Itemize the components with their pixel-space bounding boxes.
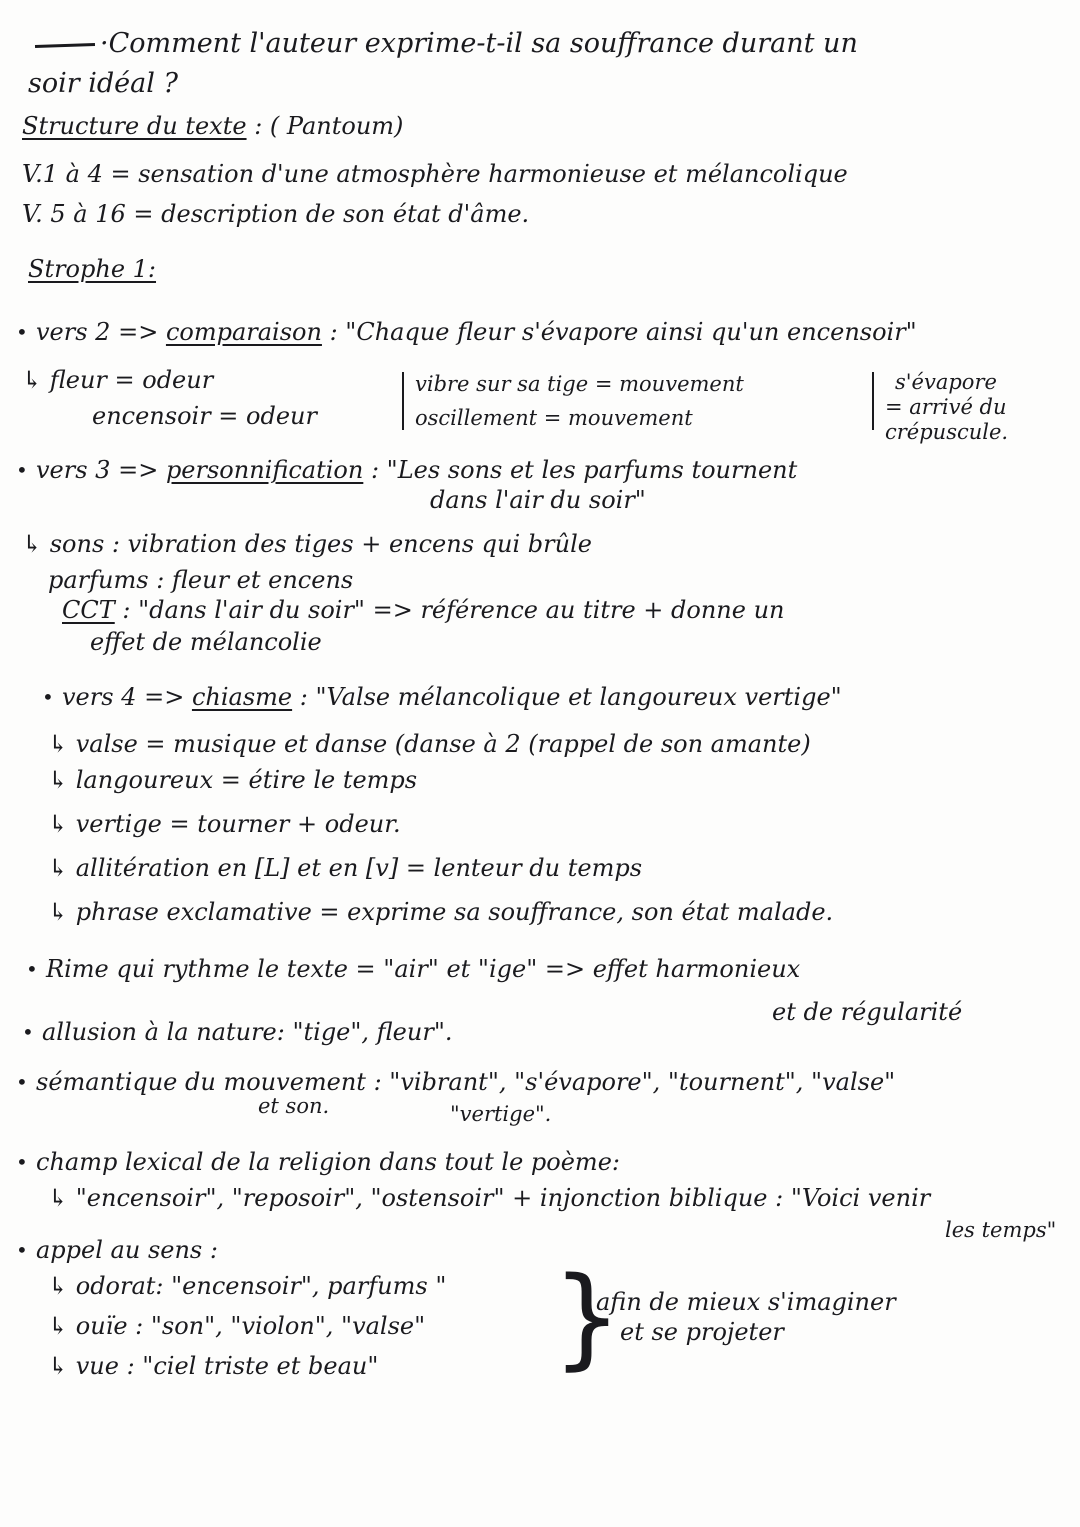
semantique-line-1: • sémantique du mouvement : "vibrant", "s'évapore", "tournent", "valse" xyxy=(36,1068,895,1096)
vers4-valse: ↳ valse = musique et danse (danse à 2 (rappel de son amante) xyxy=(48,730,811,758)
vers2-fleur: ↳ fleur = odeur xyxy=(22,366,214,394)
vers4-alliteration: ↳ allitération en [L] et en [v] = lenteur du temps xyxy=(48,854,643,882)
semantique-line-2a: et son. xyxy=(258,1094,330,1118)
vers2-evapore-3: crépuscule. xyxy=(885,420,1009,444)
vers3-quote-1: : "Les sons et les parfums tournent xyxy=(370,456,798,484)
rime-line-1: • Rime qui rythme le texte = "air" et "ige" => effet harmonieux xyxy=(46,955,800,983)
champ-line-1: • champ lexical de la religion dans tout le poème: xyxy=(36,1148,620,1176)
vers2-label: vers 2 => xyxy=(36,318,159,346)
vers3-cct-label: CCT xyxy=(62,596,115,624)
vers3-device: personnification xyxy=(165,456,364,484)
sens-odorat: ↳ odorat: "encensoir", parfums " xyxy=(48,1272,447,1300)
vers2-evapore-1: s'évapore xyxy=(895,370,997,394)
vers2-quote: : "Chaque fleur s'évapore ainsi qu'un encensoir" xyxy=(329,318,917,346)
vers2-encensoir: encensoir = odeur xyxy=(92,402,317,430)
structure-heading xyxy=(22,112,403,140)
structure-title: Structure du texte xyxy=(22,112,247,140)
semantique-line-2b: "vertige". xyxy=(450,1102,552,1126)
sens-vue: ↳ vue : "ciel triste et beau" xyxy=(48,1352,379,1380)
vers2-vibre-1: vibre sur sa tige = mouvement xyxy=(415,372,744,396)
vers4-device: chiasme xyxy=(191,683,293,711)
vers3-cct-line xyxy=(62,596,784,624)
vers3-sons: ↳ sons : vibration des tiges + encens qui brûle xyxy=(22,530,592,558)
vers2-vibre-2: oscillement = mouvement xyxy=(415,406,693,430)
question-line-2: soir idéal ? xyxy=(28,68,178,99)
vers3-parfums: parfums : fleur et encens xyxy=(48,566,354,594)
allusion-line: • allusion à la nature: "tige", fleur". xyxy=(42,1018,452,1046)
sens-afin-1: afin de mieux s'imaginer xyxy=(596,1288,896,1316)
sens-ouie: ↳ ouïe : "son", "violon", "valse" xyxy=(48,1312,426,1340)
vers4-langoureux: ↳ langoureux = étire le temps xyxy=(48,766,418,794)
vers2-evapore-2: = arrivé du xyxy=(885,395,1007,419)
rime-line-2: et de régularité xyxy=(772,998,963,1026)
structure-v1: V.1 à 4 = sensation d'une atmosphère harmonieuse et mélancolique xyxy=(22,160,848,188)
vers2-device: comparaison xyxy=(165,318,322,346)
dash-mark xyxy=(35,43,95,48)
divider-bar xyxy=(872,372,874,430)
vers3-quote-2: dans l'air du soir" xyxy=(430,486,646,514)
sens-afin-2: et se projeter xyxy=(620,1318,784,1346)
question-line-1: ·Comment l'auteur exprime-t-il sa souffrance durant un xyxy=(100,28,858,59)
structure-subtitle: : ( Pantoum) xyxy=(254,112,404,140)
vers3-line xyxy=(36,456,797,484)
vers4-label: vers 4 => xyxy=(62,683,185,711)
champ-line-3: les temps" xyxy=(945,1218,1057,1242)
vers4-vertige: ↳ vertige = tourner + odeur. xyxy=(48,810,401,838)
vers4-exclamative: ↳ phrase exclamative = exprime sa souffrance, son état malade. xyxy=(48,898,834,926)
vers3-cct-2: effet de mélancolie xyxy=(90,628,322,656)
structure-v2: V. 5 à 16 = description de son état d'âme. xyxy=(22,200,530,228)
vers2-line xyxy=(36,318,917,346)
champ-line-2: ↳ "encensoir", "reposoir", "ostensoir" + injonction biblique : "Voici venir xyxy=(48,1184,931,1212)
strophe-title: Strophe 1: xyxy=(28,255,157,283)
sens-title: • appel au sens : xyxy=(36,1236,218,1264)
divider-bar xyxy=(402,372,404,430)
vers3-cct-1: : "dans l'air du soir" => référence au titre + donne un xyxy=(122,596,785,624)
vers3-label: vers 3 => xyxy=(36,456,159,484)
vers4-line xyxy=(62,683,842,711)
vers4-quote: : "Valse mélancolique et langoureux vertige" xyxy=(299,683,842,711)
curly-brace: } xyxy=(552,1253,622,1381)
